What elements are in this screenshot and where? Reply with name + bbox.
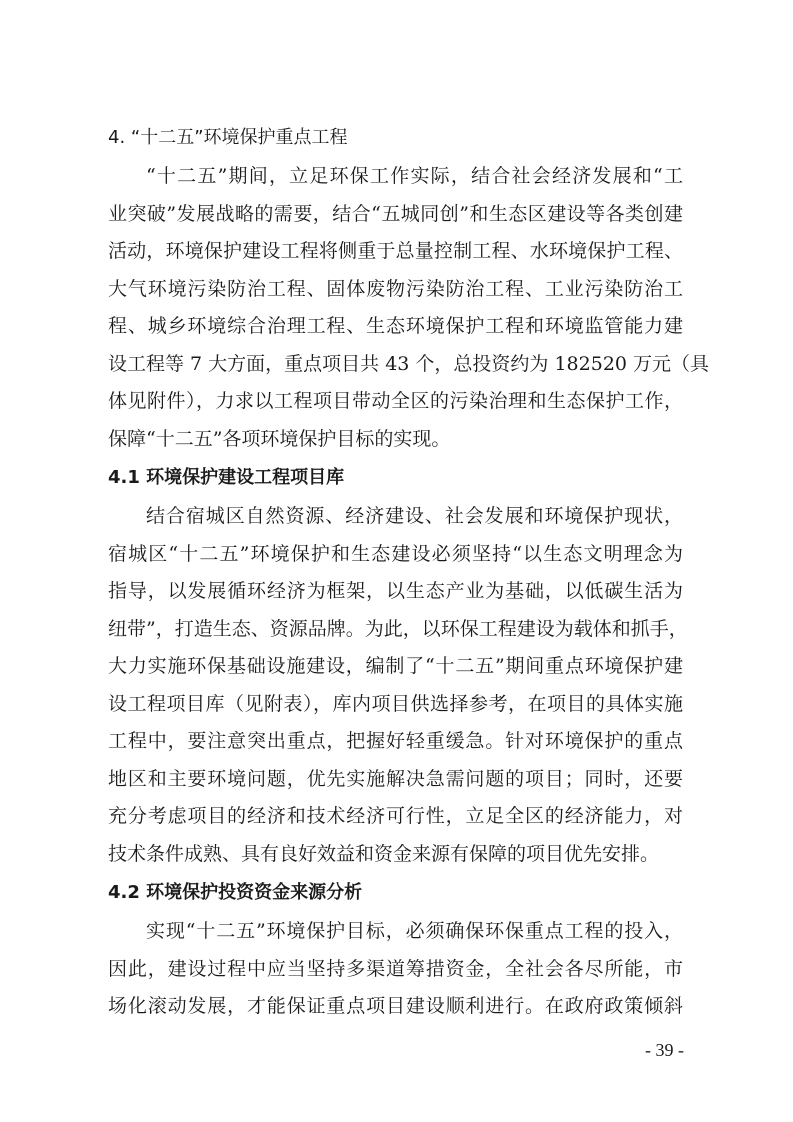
- section-4-1-paragraph: [108, 498, 688, 873]
- section-4-1-heading: 4.1 环境保护建设工程项目库: [108, 467, 345, 488]
- paragraph-line: 宿城区“十二五”环境保护和生态建设必须坚持“以生态文明理念为: [108, 542, 683, 565]
- paragraph-line: 指导，以发展循环经济为框架，以生态产业为基础，以低碳生活为: [108, 580, 683, 602]
- paragraph-line: 结合宿城区自然资源、经济建设、社会发展和环境保护现状，: [146, 505, 683, 527]
- paragraph-line: 活动，环境保护建设工程将侧重于总量控制工程、水环境保护工程、: [108, 240, 683, 262]
- paragraph-line: 因此，建设过程中应当坚持多渠道筹措资金，全社会各尽所能，市: [108, 957, 683, 980]
- page-number: - 39 -: [645, 1040, 684, 1060]
- paragraph-line: 工程中，要注意突出重点，把握好轻重缓急。针对环境保护的重点: [108, 730, 683, 752]
- paragraph-line: 地区和主要环境问题，优先实施解决急需问题的项目；同时，还要: [108, 767, 683, 790]
- paragraph-line: 设工程等 7 大方面，重点项目共 43 个，总投资约为 182520 万元（具: [108, 352, 710, 375]
- section-4-2-heading: 4.2 环境保护投资资金来源分析: [108, 882, 363, 903]
- section-4-2-paragraph: [108, 913, 683, 1026]
- paragraph-line: 程、城乡环境综合治理工程、生态环境保护工程和环境监管能力建: [108, 315, 683, 337]
- paragraph-line: 保障“十二五”各项环境保护目标的实现。: [108, 427, 451, 450]
- paragraph-line: 大气环境污染防治工程、固体废物污染防治工程、工业污染防治工: [108, 277, 683, 300]
- section-4-paragraph: [108, 158, 710, 458]
- paragraph-line: 实现“十二五”环境保护目标，必须确保环保重点工程的投入，: [146, 920, 683, 942]
- section-4-heading: 4. “十二五”环境保护重点工程: [108, 127, 348, 148]
- paragraph-line: 业突破”发展战略的需要，结合“五城同创”和生态区建设等各类创建: [108, 202, 683, 225]
- paragraph-line: 纽带”，打造生态、资源品牌。为此，以环保工程建设为载体和抓手，: [108, 617, 688, 640]
- page-content: [108, 118, 710, 1026]
- paragraph-line: 场化滚动发展，才能保证重点项目建设顺利进行。在政府政策倾斜: [108, 995, 683, 1017]
- paragraph-line: 技术条件成熟、具有良好效益和资金来源有保障的项目优先安排。: [108, 842, 660, 865]
- paragraph-line: “十二五”期间，立足环保工作实际，结合社会经济发展和“工: [146, 165, 683, 187]
- paragraph-line: 设工程项目库（见附表），库内项目供选择参考，在项目的具体实施: [108, 692, 683, 715]
- paragraph-line: 充分考虑项目的经济和技术经济可行性，立足全区的经济能力，对: [108, 805, 683, 827]
- paragraph-line: 体见附件），力求以工程项目带动全区的污染治理和生态保护工作，: [108, 390, 683, 412]
- paragraph-line: 大力实施环保基础设施建设，编制了“十二五”期间重点环境保护建: [108, 655, 683, 677]
